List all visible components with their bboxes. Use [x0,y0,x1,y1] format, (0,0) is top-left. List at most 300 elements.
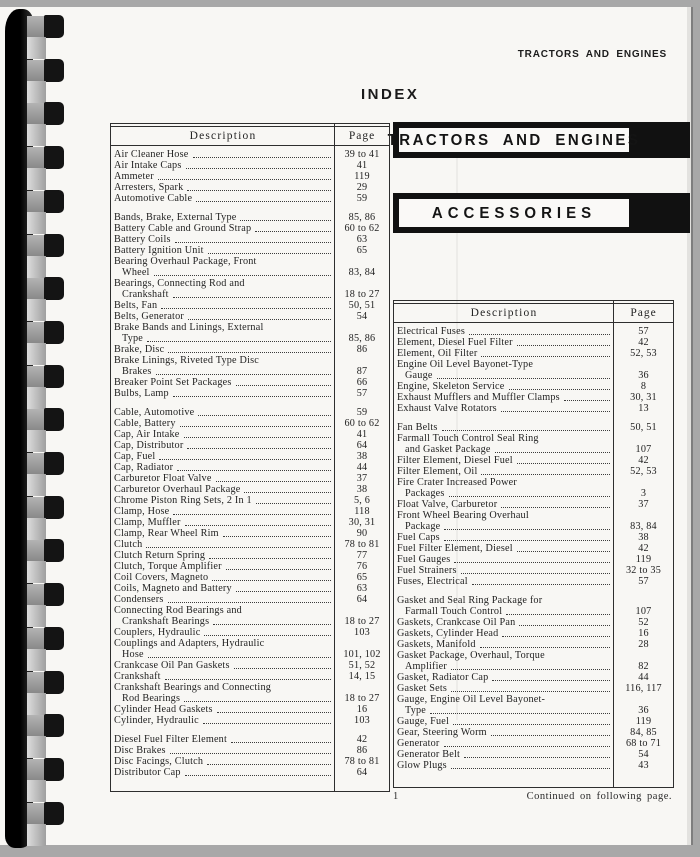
dot-leader [451,669,610,670]
row-description: Cap, Distributor [111,440,335,451]
index-row [394,499,673,510]
index-row [111,429,389,440]
dot-leader [177,470,331,471]
index-row [111,767,389,778]
index-row [111,756,389,767]
binding-tooth [27,780,46,802]
dot-leader [213,624,331,625]
dot-leader [461,573,610,574]
binding-tooth [44,671,64,694]
index-row [111,418,389,429]
dot-leader [454,562,610,563]
row-page: 32 to 35 [626,565,661,576]
dot-leader [173,297,331,298]
index-row [111,605,389,627]
binding-tooth [44,15,64,38]
index-row [111,171,389,182]
dot-leader [517,551,610,552]
row-description: Clamp, Muffler [111,517,335,528]
row-description: Battery Coils [111,234,335,245]
index-row [111,300,389,311]
dot-leader [168,352,331,353]
row-description: Element, Diesel Fuel Filter [394,337,614,348]
dot-leader [168,602,331,603]
index-row [111,234,389,245]
row-description: Bearings, Connecting Rod and Crankshaft [111,278,335,300]
index-row [394,727,673,738]
row-description: Exhaust Valve Rotators [394,403,614,414]
row-page: 16 [356,704,368,715]
index-row [394,716,673,727]
index-row [111,495,389,506]
dot-leader [506,614,610,615]
index-row [394,359,673,381]
dot-leader [501,507,610,508]
row-description: Battery Ignition Unit [111,245,335,256]
row-page: 78 to 81 [344,539,380,550]
dot-leader [184,437,331,438]
dot-leader [451,691,610,692]
dot-leader [209,558,331,559]
row-page: 84, 85 [630,727,657,738]
binding-tooth [44,59,64,82]
page-column-header: Page [348,130,376,142]
row-page: 116, 117 [625,683,662,694]
binding-tooth [27,212,46,234]
dot-leader [481,356,610,357]
binding-tooth [27,605,46,627]
row-page: 38 [638,532,649,543]
index-row [394,348,673,359]
row-page: 38 [356,484,368,495]
dot-leader [180,426,331,427]
row-gap [111,204,389,212]
table-header-row [394,304,673,323]
row-page: 78 to 81 [344,756,380,767]
dot-leader [217,712,331,713]
index-row [111,451,389,462]
row-page: 18 to 27 [344,289,380,300]
row-page: 50, 51 [348,300,376,311]
row-page: 57 [638,326,649,337]
row-description: Battery Cable and Ground Strap [111,223,335,234]
row-page: 39 to 41 [344,149,380,160]
row-description: Cap, Radiator [111,462,335,473]
dot-leader [187,190,331,191]
index-row [111,572,389,583]
row-page: 30, 31 [348,517,376,528]
running-header: TRACTORS AND ENGINES [517,49,667,60]
dot-leader [147,341,331,342]
index-row [394,672,673,683]
binding-tooth [44,758,64,781]
dot-leader [472,584,610,585]
row-description: Cap, Fuel [111,451,335,462]
index-row [394,683,673,694]
row-page: 82 [638,661,649,672]
dot-leader [154,275,331,276]
row-page: 44 [638,672,649,683]
row-description: Belts, Fan [111,300,335,311]
table-rows-left [111,146,389,778]
row-description: Clamp, Rear Wheel Rim [111,528,335,539]
index-row [111,355,389,377]
row-page: 103 [354,715,370,726]
row-description: Cable, Automotive [111,407,335,418]
row-page: 42 [638,455,649,466]
index-row [394,749,673,760]
row-page: 36 [638,370,649,381]
row-description: Brake Linings, Riveted Type Disc Brakes [111,355,335,377]
index-row [111,734,389,745]
binding-tooth [27,518,46,540]
row-page: 5, 6 [353,495,371,506]
row-description: Air Cleaner Hose [111,149,335,160]
index-row [394,381,673,392]
binding-tooth [44,714,64,737]
index-row [111,484,389,495]
row-page: 68 to 71 [626,738,661,749]
row-page: 103 [354,627,370,638]
index-row [111,528,389,539]
index-table-left [110,123,390,792]
binding-tooth [44,583,64,606]
dot-leader [226,569,331,570]
row-description: Exhaust Mufflers and Muffler Clamps [394,392,614,403]
dot-leader [430,713,610,714]
binding-tooth [44,321,64,344]
index-row [111,660,389,671]
index-row [111,682,389,704]
description-column-header: Description [189,130,257,142]
row-description: Cylinder, Hydraulic [111,715,335,726]
row-page: 43 [638,760,649,771]
index-row [394,326,673,337]
row-page: 30, 31 [630,392,657,403]
binding-tooth [27,256,46,278]
row-description: Chrome Piston Ring Sets, 2 In 1 [111,495,335,506]
dot-leader [517,463,610,464]
row-description: Carburetor Float Valve [111,473,335,484]
row-page: 60 to 62 [344,418,380,429]
index-row [111,506,389,517]
row-description: Fuel Gauges [394,554,614,565]
dot-leader [509,389,611,390]
row-description: Brake Bands and Linings, External Type [111,322,335,344]
index-row [111,223,389,234]
binding-tooth [27,430,46,452]
binding-tooth [27,387,46,409]
index-row [111,256,389,278]
dot-leader [444,529,610,530]
binding-tooth [27,649,46,671]
row-page: 59 [356,407,368,418]
row-description: Gaskets, Cylinder Head [394,628,614,639]
row-description: Engine, Skeleton Service [394,381,614,392]
dot-leader [185,775,331,776]
row-page: 86 [356,745,368,756]
index-row [111,539,389,550]
row-description: Crankshaft [111,671,335,682]
dot-leader [453,724,610,725]
dot-leader [186,168,331,169]
row-description: Bearing Overhaul Package, Front Wheel [111,256,335,278]
row-description: Cylinder Head Gaskets [111,704,335,715]
row-page: 50, 51 [630,422,657,433]
row-description: Condensers [111,594,335,605]
row-page: 14, 15 [348,671,376,682]
binding-tooth [27,824,46,846]
binding-tooth [44,277,64,300]
banner-label: ACCESSORIES [431,204,597,222]
row-page: 44 [356,462,368,473]
dot-leader [495,452,610,453]
row-description: Element, Oil Filter [394,348,614,359]
row-description: Fuses, Electrical [394,576,614,587]
row-description: Gear, Steering Worm [394,727,614,738]
dot-leader [156,374,332,375]
page-title: INDEX [361,86,420,103]
dot-leader [256,503,331,504]
index-row [394,738,673,749]
index-row [394,628,673,639]
row-page: 57 [356,388,368,399]
dot-leader [236,591,331,592]
dot-leader [442,430,610,431]
index-row [111,388,389,399]
dot-leader [198,415,331,416]
dot-leader [240,220,331,221]
index-row [111,638,389,660]
row-description: Fire Crater Increased Power Packages [394,477,614,499]
page-column-header: Page [630,307,657,319]
dot-leader [564,400,610,401]
index-row [111,149,389,160]
row-page: 87 [356,366,368,377]
index-row [111,627,389,638]
dot-leader [451,768,610,769]
dot-leader [480,647,610,648]
index-row [111,344,389,355]
dot-leader [158,179,331,180]
row-page: 85, 86 [348,212,376,223]
dot-leader [216,481,331,482]
row-page: 65 [356,572,368,583]
column-divider [334,124,336,791]
row-description: Clutch Return Spring [111,550,335,561]
row-description: Belts, Generator [111,311,335,322]
dot-leader [188,319,331,320]
dot-leader [244,492,331,493]
row-page: 18 to 27 [344,693,380,704]
index-row [111,407,389,418]
banner-accessories [393,193,690,233]
row-description: Float Valve, Carburetor [394,499,614,510]
index-row [394,532,673,543]
row-description: Crankshaft Bearings and Connecting Rod Bearings [111,682,335,704]
binding-tooth [27,693,46,715]
index-row [394,392,673,403]
binding-tooth [27,561,46,583]
row-page: 101, 102 [343,649,381,660]
index-row [111,182,389,193]
row-page: 16 [638,628,649,639]
index-row [111,561,389,572]
page-footer [393,791,672,802]
row-description: Gaskets, Crankcase Oil Pan [394,617,614,628]
row-description: Distributor Cap [111,767,335,778]
row-description: Breaker Point Set Packages [111,377,335,388]
dot-leader [184,701,331,702]
row-description: Gasket Package, Overhaul, Torque Amplifier [394,650,614,672]
column-divider [613,301,615,787]
row-description: Ammeter [111,171,335,182]
index-row [394,455,673,466]
binding-tooth [44,539,64,562]
index-row [111,377,389,388]
index-row [111,550,389,561]
row-page: 64 [356,594,368,605]
dot-leader [196,201,331,202]
banner-inner-box [387,126,641,154]
dot-leader [255,231,331,232]
row-description: Gasket and Seal Ring Package for Farmall Touch Control [394,595,614,617]
row-page: 41 [356,429,368,440]
row-page: 42 [638,543,649,554]
index-row [394,403,673,414]
index-row [394,617,673,628]
row-page: 119 [635,716,652,727]
binding-tooth [27,124,46,146]
index-row [394,337,673,348]
dot-leader [491,735,610,736]
row-description: Arresters, Spark [111,182,335,193]
row-page: 18 to 27 [344,616,380,627]
row-page: 37 [638,499,649,510]
row-description: Air Intake Caps [111,160,335,171]
index-row [394,639,673,650]
dot-leader [170,753,331,754]
row-description: Gasket Sets [394,683,614,694]
row-gap [111,399,389,407]
binding-tooth [27,168,46,190]
dot-leader [502,636,610,637]
row-page: 41 [356,160,368,171]
row-page: 86 [356,344,368,355]
row-page: 76 [356,561,368,572]
dot-leader [208,253,331,254]
index-row [111,671,389,682]
row-description: Gaskets, Manifold [394,639,614,650]
index-row [111,440,389,451]
dot-leader [236,385,331,386]
row-gap [394,587,673,595]
row-description: Fuel Filter Element, Diesel [394,543,614,554]
row-description: Generator [394,738,614,749]
continuation-note: Continued on following page. [526,791,672,802]
row-page: 64 [356,767,368,778]
row-page: 63 [356,583,368,594]
index-row [394,510,673,532]
row-page: 3 [640,488,647,499]
index-row [394,595,673,617]
dot-leader [193,157,332,158]
page-number: 1 [393,791,399,802]
index-row [394,466,673,477]
index-row [111,745,389,756]
dot-leader [165,679,331,680]
row-description: Generator Belt [394,749,614,760]
row-page: 66 [356,377,368,388]
dot-leader [464,757,610,758]
row-description: Fuel Caps [394,532,614,543]
row-page: 36 [638,705,649,716]
row-description: Carburetor Overhaul Package [111,484,335,495]
row-page: 54 [356,311,368,322]
binding-tooth [27,37,46,59]
index-row [111,594,389,605]
dot-leader [159,459,331,460]
row-page: 52 [638,617,649,628]
index-row [394,576,673,587]
index-row [111,212,389,223]
binding-tooth [27,343,46,365]
row-description: Electrical Fuses [394,326,614,337]
dot-leader [449,496,610,497]
row-description: Gauge, Fuel [394,716,614,727]
binding-tooth [44,102,64,125]
binding-tooth [44,146,64,169]
row-page: 37 [356,473,368,484]
row-description: Bands, Brake, External Type [111,212,335,223]
dot-leader [146,547,331,548]
row-description: Cap, Air Intake [111,429,335,440]
index-row [111,715,389,726]
row-page: 59 [356,193,368,204]
dot-leader [437,378,610,379]
row-page: 119 [354,171,370,182]
dot-leader [492,680,610,681]
binding-tooth [44,365,64,388]
row-description: Coil Covers, Magneto [111,572,335,583]
row-description: Front Wheel Bearing Overhaul Package [394,510,614,532]
row-page: 83, 84 [348,267,376,278]
row-page: 83, 84 [630,521,657,532]
table-header-row [111,127,389,146]
binding-tooth [44,234,64,257]
index-row [394,694,673,716]
index-row [111,245,389,256]
row-description: Cable, Battery [111,418,335,429]
dot-leader [173,396,331,397]
binding-tooth [44,496,64,519]
row-description: Diesel Fuel Filter Element [111,734,335,745]
index-row [394,760,673,771]
row-description: Glow Plugs [394,760,614,771]
dot-leader [187,448,331,449]
binding-tooth [27,736,46,758]
table-rows-right [394,323,673,771]
row-description: Connecting Rod Bearings and Crankshaft Bearings [111,605,335,627]
dot-leader [148,657,331,658]
row-gap [111,726,389,734]
dot-leader [231,742,331,743]
row-page: 77 [356,550,368,561]
binding-tooth [44,190,64,213]
dot-leader [203,723,331,724]
index-row [394,422,673,433]
index-row [111,583,389,594]
